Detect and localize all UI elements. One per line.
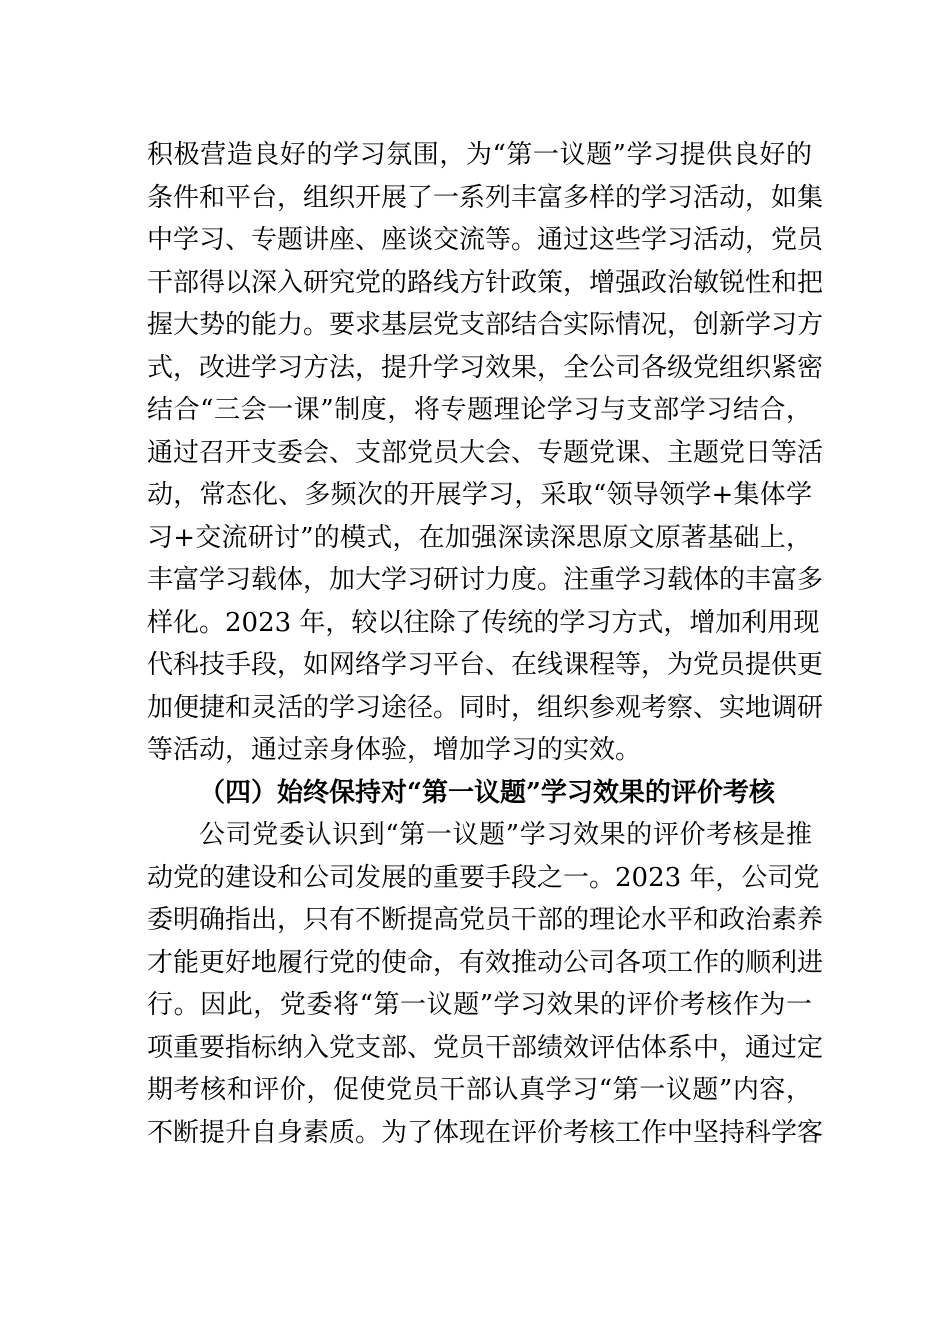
paragraph-line: 项重要指标纳入党支部、党员干部绩效评估体系中，通过定 xyxy=(147,1032,824,1063)
paragraph-line: 样化。2023 年，较以往除了传统的学习方式，增加利用现 xyxy=(147,607,820,638)
paragraph-line: 握大势的能力。要求基层党支部结合实际情况，创新学习方 xyxy=(147,310,824,340)
paragraph-line: 公司党委认识到“第一议题”学习效果的评价考核是推 xyxy=(199,820,812,850)
paragraph-line: 行。因此，党委将“第一议题”学习效果的评价考核作为一 xyxy=(147,990,812,1020)
paragraph-2 xyxy=(147,814,824,1154)
paragraph-line: 习+交流研讨”的模式，在加强深读深思原文原著基础上， xyxy=(147,522,812,553)
paragraph-line: 结合“三会一课”制度，将专题理论学习与支部学习结合， xyxy=(147,395,812,425)
paragraph-line: 中学习、专题讲座、座谈交流等。通过这些学习活动，党员 xyxy=(147,225,824,255)
paragraph-line: 积极营造良好的学习氛围，为“第一议题”学习提供良好的 xyxy=(147,140,812,170)
paragraph-line: 条件和平台，组织开展了一系列丰富多样的学习活动，如集 xyxy=(147,182,824,213)
paragraph-line: 代科技手段，如网络学习平台、在线课程等，为党员提供更 xyxy=(147,650,824,680)
paragraph-line: 通过召开支委会、支部党员大会、专题党课、主题党日等活 xyxy=(147,437,824,468)
paragraph-line: 等活动，通过亲身体验，增加学习的实效。 xyxy=(147,735,642,765)
paragraph-line: 丰富学习载体，加大学习研讨力度。注重学习载体的丰富多 xyxy=(147,565,824,595)
paragraph-line: 委明确指出，只有不断提高党员干部的理论水平和政治素养 xyxy=(147,905,824,935)
section-heading: （四）始终保持对“第一议题”学习效果的评价考核 xyxy=(199,777,775,808)
paragraph-line: 动，常态化、多频次的开展学习，采取“领导领学+集体学 xyxy=(147,480,812,510)
paragraph-line: 动党的建设和公司发展的重要手段之一。2023 年，公司党 xyxy=(147,862,820,893)
paragraph-line: 式，改进学习方法，提升学习效果，全公司各级党组织紧密 xyxy=(147,352,824,383)
document-page xyxy=(147,134,824,1154)
paragraph-1 xyxy=(147,134,824,772)
paragraph-line: 期考核和评价，促使党员干部认真学习“第一议题”内容， xyxy=(147,1075,812,1105)
paragraph-line: 加便捷和灵活的学习途径。同时，组织参观考察、实地调研 xyxy=(147,692,824,723)
paragraph-line: 才能更好地履行党的使命，有效推动公司各项工作的顺利进 xyxy=(147,947,824,978)
paragraph-line: 不断提升自身素质。为了体现在评价考核工作中坚持科学客 xyxy=(147,1117,824,1148)
paragraph-line: 干部得以深入研究党的路线方针政策，增强政治敏锐性和把 xyxy=(147,267,824,298)
